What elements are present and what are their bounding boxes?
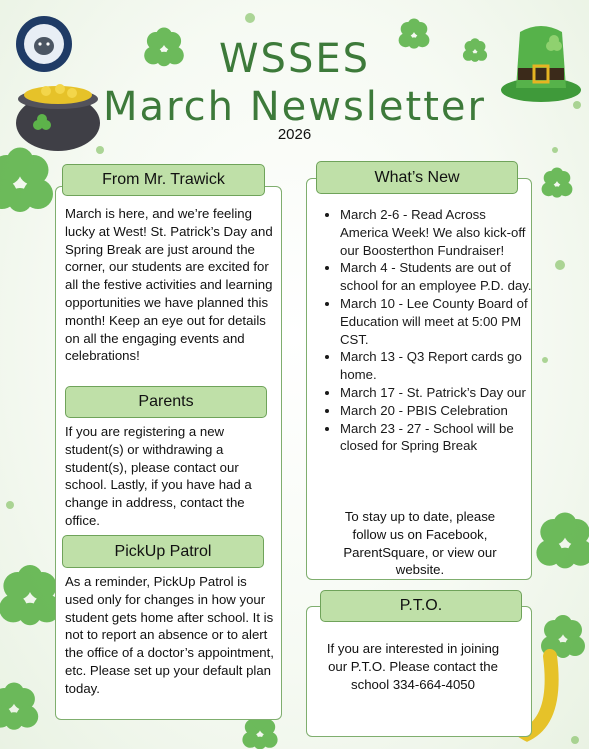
pto-text: If you are interested in joining our P.T.O. Please contact the school 334-664-4050 xyxy=(326,641,500,692)
parents-heading: Parents xyxy=(65,386,267,418)
list-item: • March 10 - Lee County Board of Education will meet at 5:00 PM CST. xyxy=(340,295,536,348)
list-item: • March 17 - St. Patrick’s Day our xyxy=(340,384,536,402)
parents-text: If you are registering a new student(s) or withdrawing a student(s), please contact our school. Lastly, if you have had a change in address, contact the office. xyxy=(65,424,252,528)
newsletter-title-school: WSSES xyxy=(219,36,370,82)
pickup-text: As a reminder, PickUp Patrol is used only for changes in how your student gets home after school. It is not to report an absence or to alert the office of a doctor’s appointment, etc. Please set up your default plan today. xyxy=(65,574,274,696)
newsletter-year: 2026 xyxy=(277,126,312,143)
whats-new-list xyxy=(322,206,536,455)
list-item: • March 23 - 27 - School will be closed for Spring Break xyxy=(340,420,536,456)
whats-new-heading: What’s New xyxy=(316,161,518,194)
list-item: • March 2-6 - Read Across America Week! We also kick-off our Boosterthon Fundraiser! xyxy=(340,206,536,259)
list-item: • March 20 - PBIS Celebration xyxy=(340,402,536,420)
newsletter-title: March Newsletter xyxy=(103,84,486,130)
whats-new-footer: To stay up to date, please follow us on Facebook, ParentSquare, or view our website. xyxy=(343,509,497,578)
trawick-heading: From Mr. Trawick xyxy=(62,164,265,196)
pto-heading: P.T.O. xyxy=(320,590,522,622)
list-item: • March 13 - Q3 Report cards go home. xyxy=(340,348,536,384)
list-item: • March 4 - Students are out of school for an employee P.D. day. xyxy=(340,259,536,295)
pickup-heading: PickUp Patrol xyxy=(62,535,264,568)
trawick-text: March is here, and we’re feeling lucky at West! St. Patrick’s Day and Spring Break are just around the corner, our students are excited for all the festive activities and learning opportunities we have planned this month! Keep an eye out for details on all the engaging events and celebrations! xyxy=(65,206,273,364)
